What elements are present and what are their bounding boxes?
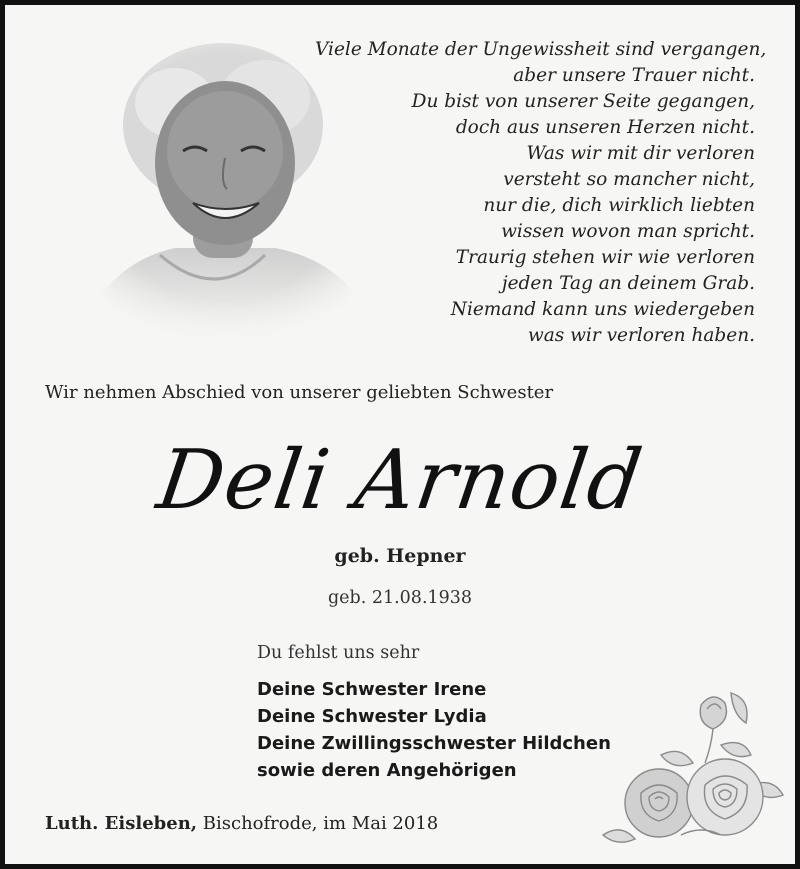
poem-line: was wir verloren haben. <box>527 325 755 346</box>
poem-line: aber unsere Trauer nicht. <box>513 65 755 86</box>
family-member: Deine Zwillingsschwester Hildchen <box>257 733 611 754</box>
place-date-line <box>45 813 438 834</box>
family-member: Deine Schwester Lydia <box>257 706 487 727</box>
poem-line: Niemand kann uns wiedergeben <box>450 299 755 320</box>
poem-line: nur die, dich wirklich liebten <box>483 195 755 216</box>
poem-line: Viele Monate der Ungewissheit sind vergangen, <box>315 39 767 60</box>
birth-date: geb. 21.08.1938 <box>327 588 473 608</box>
poem-line: Was wir mit dir verloren <box>526 143 755 164</box>
poem-line: doch aus unseren Herzen nicht. <box>455 117 755 138</box>
family-member: Deine Schwester Irene <box>257 679 487 700</box>
family-list <box>257 676 611 784</box>
poem-line: jeden Tag an deinem Grab. <box>501 273 755 294</box>
farewell-intro: Wir nehmen Abschied von unserer geliebten Schwester <box>45 382 554 403</box>
roses-decoration-icon <box>601 685 791 860</box>
poem-line: versteht so mancher nicht, <box>503 169 755 190</box>
footer-rest: Bischofrode, im Mai 2018 <box>197 813 439 834</box>
miss-line: Du fehlst uns sehr <box>257 643 420 663</box>
family-member: sowie deren Angehörigen <box>257 760 517 781</box>
poem-line: wissen wovon man spricht. <box>501 221 755 242</box>
poem-line: Du bist von unserer Seite gegangen, <box>411 91 755 112</box>
maiden-name: geb. Hepner <box>334 545 466 567</box>
poem-line: Traurig stehen wir wie verloren <box>455 247 755 268</box>
deceased-name: Deli Arnold <box>151 433 649 528</box>
poem <box>315 37 767 349</box>
footer-place: Luth. Eisleben, <box>45 813 198 834</box>
